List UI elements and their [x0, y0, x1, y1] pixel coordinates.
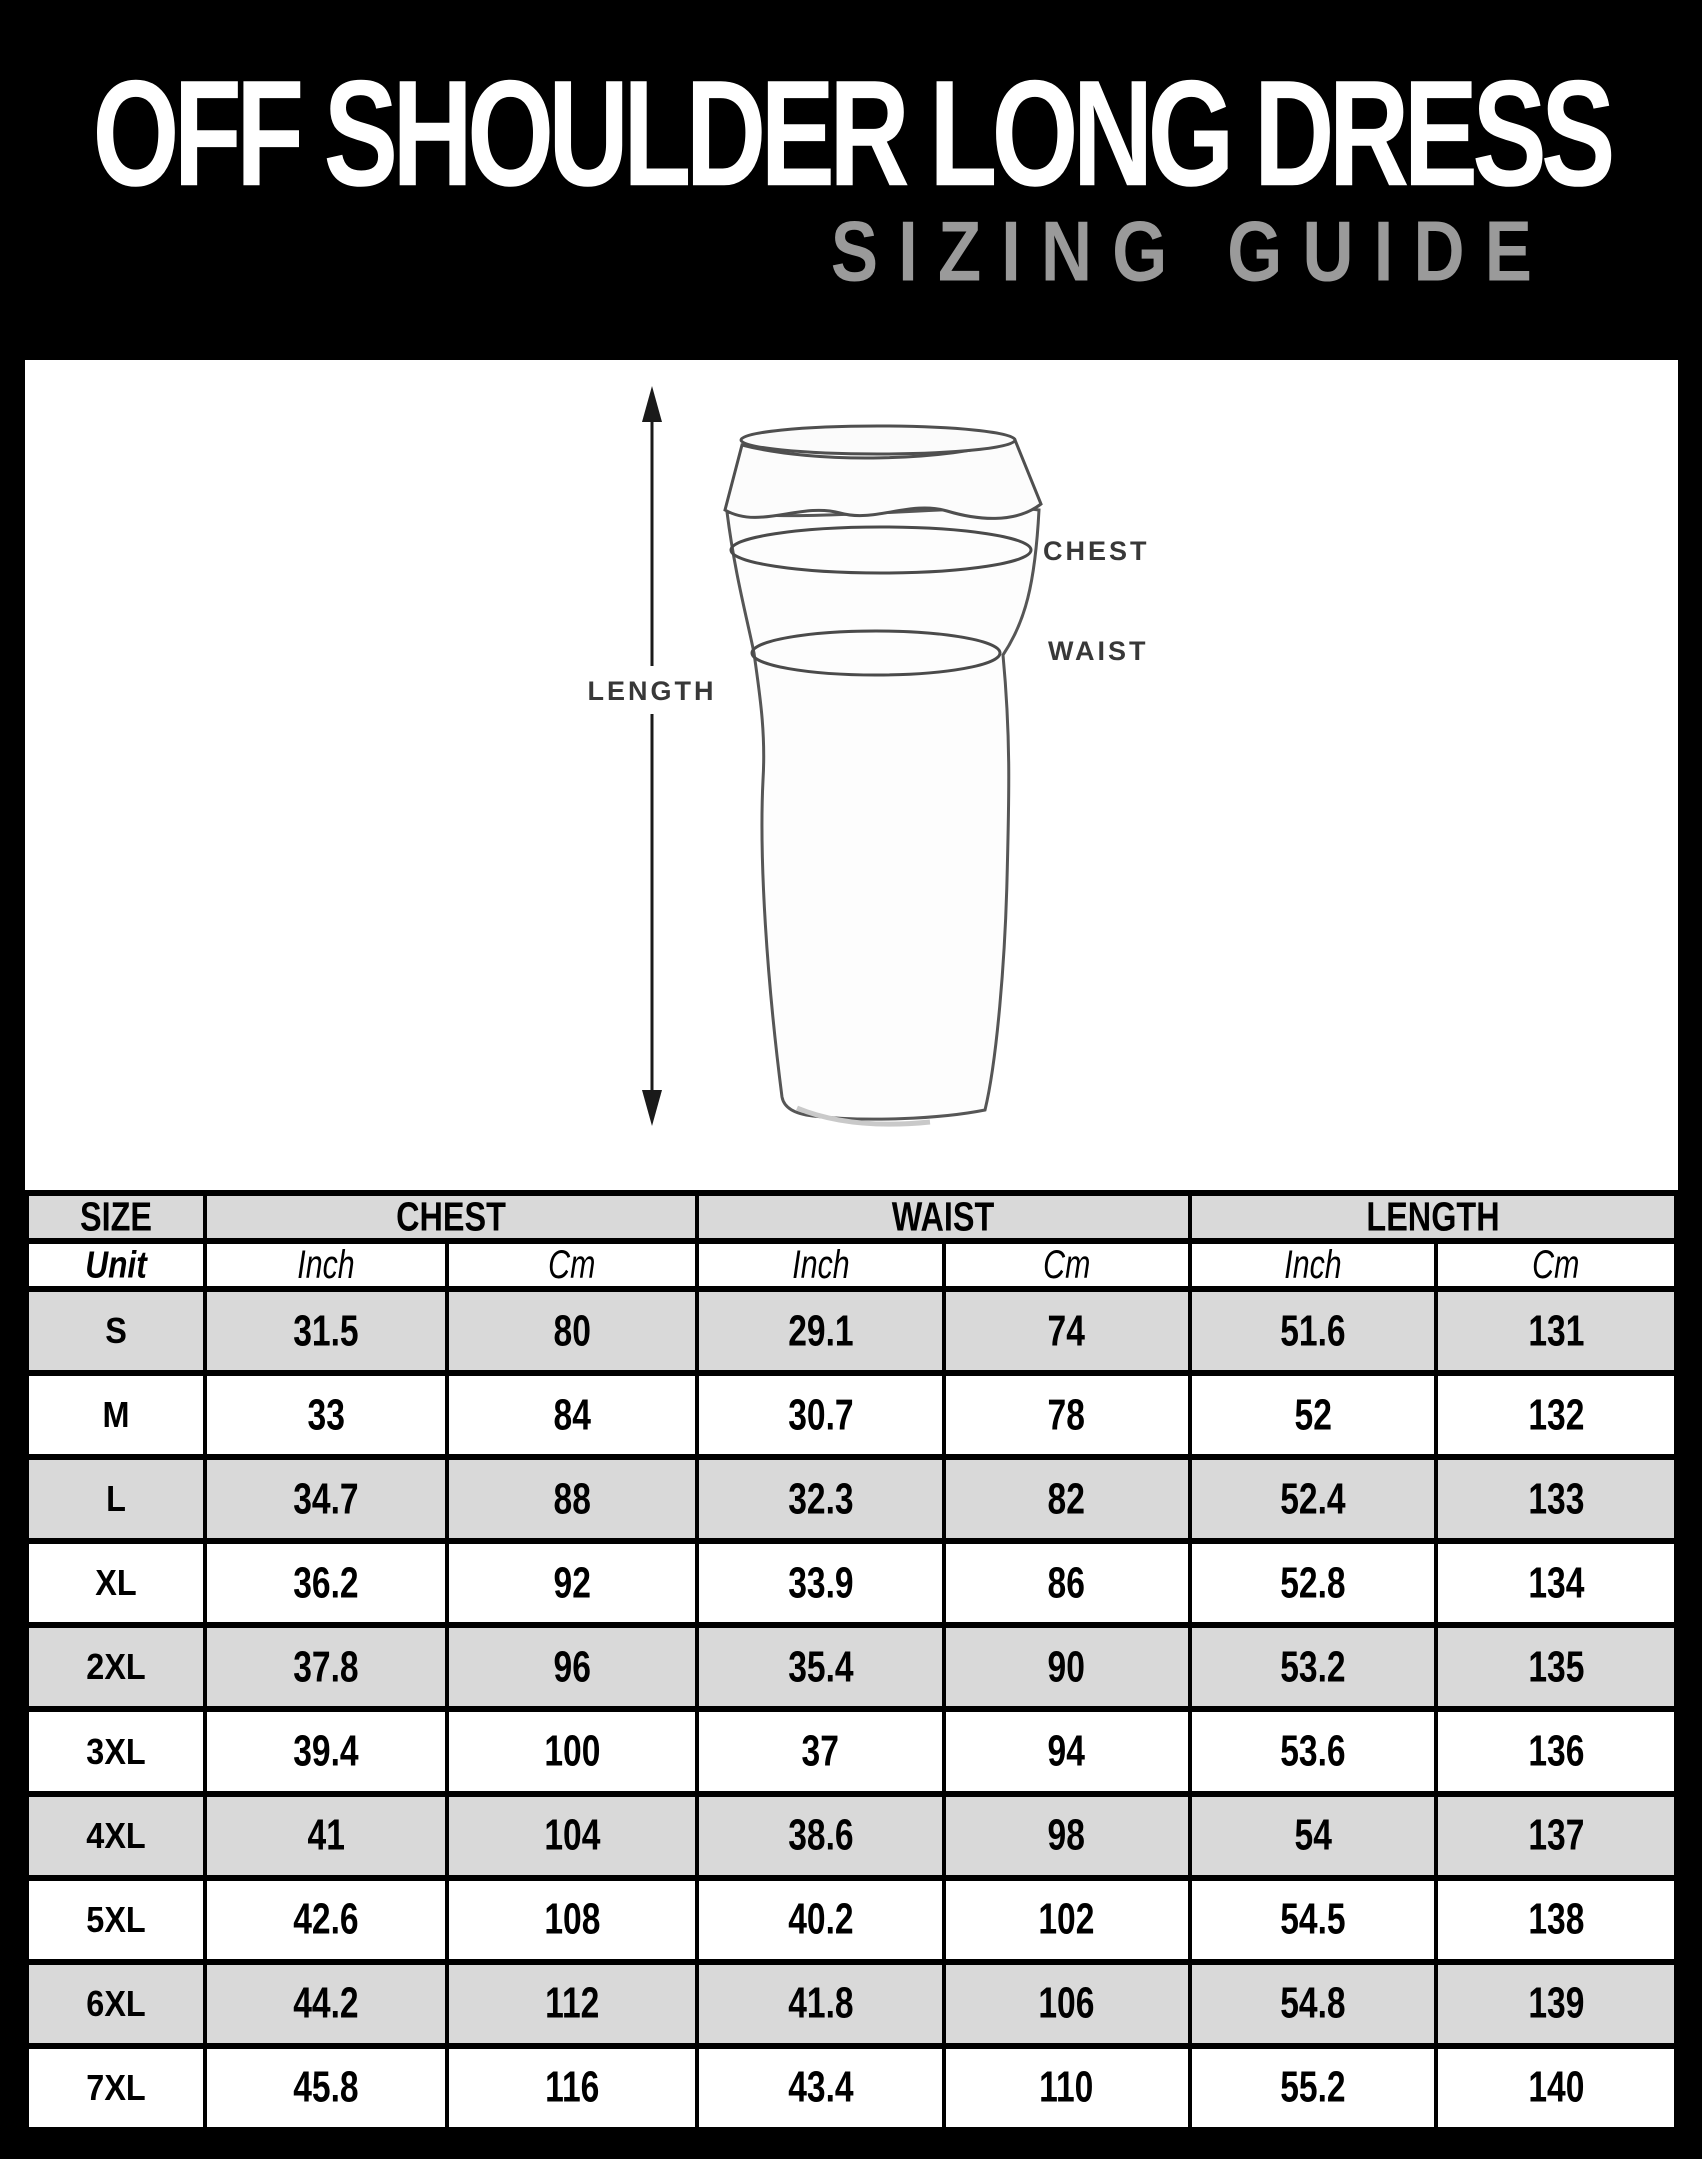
unit-cm-label: Cm — [548, 1242, 596, 1287]
size-cell — [27, 1457, 205, 1541]
waist-cm-value: 106 — [1038, 1979, 1095, 2028]
size-label: 4XL — [86, 1814, 146, 1856]
value-cell — [1190, 1541, 1437, 1625]
chest-cm-value: 80 — [553, 1306, 591, 1355]
waist-inch-value: 32.3 — [787, 1474, 854, 1523]
waist-label: WAIST — [1048, 636, 1149, 666]
unit-cell — [1190, 1241, 1437, 1289]
unit-cm-label: Cm — [1532, 1242, 1580, 1287]
value-cell — [447, 1625, 698, 1709]
value-cell — [1436, 1962, 1676, 2046]
value-cell — [944, 1709, 1190, 1793]
size-label: 5XL — [86, 1898, 146, 1940]
value-cell — [1436, 1289, 1676, 1373]
unit-cell — [27, 1241, 205, 1289]
value-cell — [697, 2046, 944, 2130]
value-cell — [1436, 2046, 1676, 2130]
unit-row — [27, 1241, 1676, 1289]
length-cm-value: 135 — [1527, 1642, 1585, 1692]
length-inch-value: 53.6 — [1280, 1726, 1346, 1776]
length-inch-value: 54 — [1294, 1810, 1332, 1860]
header-chest-label: CHEST — [396, 1193, 507, 1240]
unit-inch-label: Inch — [791, 1242, 850, 1287]
value-cell — [944, 1373, 1190, 1457]
waist-cm-value: 110 — [1039, 2063, 1094, 2112]
value-cell — [447, 1709, 698, 1793]
size-cell — [27, 1541, 205, 1625]
chest-cm-value: 92 — [553, 1558, 591, 1607]
table-row — [27, 1625, 1676, 1709]
size-chart-table — [25, 1190, 1678, 2133]
size-cell — [27, 1794, 205, 1878]
size-cell — [27, 1709, 205, 1793]
chest-cm-value: 104 — [543, 1810, 601, 1860]
table-row — [27, 1878, 1676, 1962]
length-inch-value: 52 — [1294, 1390, 1332, 1439]
length-cm-value: 133 — [1527, 1474, 1585, 1523]
header-waist — [697, 1193, 1189, 1241]
value-cell — [944, 1794, 1190, 1878]
length-label: LENGTH — [587, 676, 717, 706]
size-label: L — [106, 1478, 126, 1520]
unit-cell — [1436, 1241, 1676, 1289]
value-cell — [944, 1541, 1190, 1625]
value-cell — [447, 1878, 698, 1962]
content-panel — [25, 360, 1678, 2133]
chest-inch-value: 42.6 — [293, 1894, 359, 1944]
waist-cm-value: 94 — [1047, 1726, 1086, 1776]
table-row — [27, 1457, 1676, 1541]
length-cm-value: 136 — [1527, 1726, 1585, 1776]
value-cell — [205, 1794, 447, 1878]
table-row — [27, 1289, 1676, 1373]
table-header-row — [27, 1193, 1676, 1241]
value-cell — [697, 1541, 944, 1625]
chest-cm-value: 116 — [544, 2063, 600, 2112]
waist-cm-value: 78 — [1047, 1390, 1086, 1439]
length-cm-value: 131 — [1527, 1306, 1585, 1355]
value-cell — [1190, 1625, 1437, 1709]
chest-label: CHEST — [1043, 536, 1150, 566]
waist-cm-value: 86 — [1047, 1558, 1086, 1607]
value-cell — [1436, 1625, 1676, 1709]
value-cell — [1190, 1962, 1437, 2046]
waist-inch-value: 33.9 — [787, 1558, 854, 1607]
length-inch-value: 53.2 — [1280, 1642, 1346, 1692]
value-cell — [697, 1457, 944, 1541]
chest-cm-value: 88 — [553, 1474, 591, 1523]
value-cell — [697, 1709, 944, 1793]
waist-inch-value: 40.2 — [787, 1894, 854, 1944]
page-title: OFF SHOULDER LONG DRESS — [92, 48, 1610, 218]
value-cell — [1436, 1709, 1676, 1793]
value-cell — [1190, 1457, 1437, 1541]
table-row — [27, 1794, 1676, 1878]
value-cell — [1190, 1373, 1437, 1457]
value-cell — [205, 1878, 447, 1962]
value-cell — [697, 1625, 944, 1709]
chest-inch-value: 45.8 — [293, 2063, 359, 2112]
value-cell — [944, 2046, 1190, 2130]
waist-inch-value: 29.1 — [787, 1306, 854, 1355]
waist-inch-value: 41.8 — [787, 1979, 854, 2028]
waist-inch-value: 43.4 — [787, 2063, 854, 2112]
header-waist-label: WAIST — [892, 1193, 995, 1240]
value-cell — [1190, 1289, 1437, 1373]
chest-cm-value: 84 — [553, 1390, 591, 1439]
chest-inch-value: 41 — [307, 1810, 345, 1860]
value-cell — [447, 1373, 698, 1457]
value-cell — [1436, 1878, 1676, 1962]
value-cell — [1190, 1709, 1437, 1793]
unit-cell — [447, 1241, 698, 1289]
length-inch-value: 54.5 — [1280, 1894, 1346, 1944]
unit-inch-label: Inch — [1284, 1242, 1342, 1287]
size-label: M — [102, 1394, 130, 1436]
length-inch-value: 52.4 — [1280, 1474, 1346, 1523]
page-subtitle: SIZING GUIDE — [830, 205, 1552, 300]
value-cell — [1436, 1373, 1676, 1457]
chest-inch-value: 36.2 — [293, 1558, 359, 1607]
chest-cm-value: 112 — [544, 1979, 600, 2028]
value-cell — [447, 1962, 698, 2046]
value-cell — [944, 1962, 1190, 2046]
length-inch-value: 52.8 — [1280, 1558, 1346, 1607]
value-cell — [944, 1289, 1190, 1373]
waist-inch-value: 30.7 — [787, 1390, 854, 1439]
length-inch-value: 55.2 — [1280, 2063, 1346, 2112]
waist-inch-value: 38.6 — [787, 1810, 854, 1860]
size-cell — [27, 1289, 205, 1373]
value-cell — [205, 1709, 447, 1793]
length-inch-value: 54.8 — [1280, 1979, 1346, 2028]
table-row — [27, 1373, 1676, 1457]
waist-inch-value: 35.4 — [787, 1642, 854, 1692]
value-cell — [697, 1878, 944, 1962]
size-cell — [27, 1373, 205, 1457]
unit-inch-label: Inch — [297, 1242, 355, 1287]
waist-inch-value: 37 — [801, 1726, 840, 1776]
value-cell — [205, 1373, 447, 1457]
value-cell — [447, 1457, 698, 1541]
size-cell — [27, 2046, 205, 2130]
unit-cell — [205, 1241, 447, 1289]
chest-inch-value: 31.5 — [293, 1306, 359, 1355]
unit-cell — [944, 1241, 1190, 1289]
unit-cm-label: Cm — [1043, 1242, 1091, 1287]
length-cm-value: 132 — [1527, 1390, 1585, 1439]
waist-cm-value: 102 — [1038, 1894, 1095, 1944]
size-label: XL — [95, 1562, 137, 1604]
dress-body-outline — [727, 508, 1039, 1119]
value-cell — [944, 1457, 1190, 1541]
size-cell — [27, 1962, 205, 2046]
waist-cm-value: 74 — [1047, 1306, 1086, 1355]
value-cell — [447, 1289, 698, 1373]
dress-diagram — [25, 360, 1678, 1190]
header-size-label: SIZE — [80, 1193, 153, 1240]
length-arrow — [642, 386, 662, 1126]
size-label: S — [105, 1310, 127, 1352]
size-label: 6XL — [86, 1982, 146, 2024]
value-cell — [944, 1625, 1190, 1709]
size-label: 2XL — [86, 1646, 146, 1688]
chest-inch-value: 39.4 — [293, 1726, 359, 1776]
waist-cm-value: 98 — [1047, 1810, 1086, 1860]
value-cell — [205, 1541, 447, 1625]
unit-label: Unit — [85, 1242, 147, 1286]
chest-cm-value: 100 — [543, 1726, 601, 1776]
table-row — [27, 1541, 1676, 1625]
value-cell — [205, 1289, 447, 1373]
table-row — [27, 2046, 1676, 2130]
value-cell — [205, 1457, 447, 1541]
header-size — [27, 1193, 205, 1241]
value-cell — [447, 1794, 698, 1878]
table-row — [27, 1962, 1676, 2046]
value-cell — [697, 1373, 944, 1457]
unit-cell — [697, 1241, 944, 1289]
waist-cm-value: 82 — [1047, 1474, 1086, 1523]
value-cell — [205, 1962, 447, 2046]
chest-inch-value: 37.8 — [293, 1642, 359, 1692]
value-cell — [697, 1794, 944, 1878]
table-row — [27, 1709, 1676, 1793]
value-cell — [1436, 1457, 1676, 1541]
value-cell — [447, 1541, 698, 1625]
value-cell — [1190, 1878, 1437, 1962]
value-cell — [697, 1289, 944, 1373]
value-cell — [205, 1625, 447, 1709]
value-cell — [205, 2046, 447, 2130]
chest-cm-value: 96 — [553, 1642, 591, 1692]
collar-ellipse — [741, 426, 1015, 454]
size-cell — [27, 1625, 205, 1709]
length-cm-value: 140 — [1527, 2063, 1585, 2112]
chest-inch-value: 33 — [307, 1390, 345, 1439]
chest-cm-value: 108 — [543, 1894, 601, 1944]
waist-cm-value: 90 — [1047, 1642, 1086, 1692]
value-cell — [1436, 1541, 1676, 1625]
length-inch-value: 51.6 — [1280, 1306, 1346, 1355]
length-cm-value: 134 — [1527, 1558, 1585, 1607]
value-cell — [1190, 2046, 1437, 2130]
chest-inch-value: 34.7 — [293, 1474, 359, 1523]
size-label: 7XL — [86, 2066, 146, 2108]
value-cell — [1436, 1794, 1676, 1878]
length-cm-value: 139 — [1527, 1979, 1585, 2028]
length-cm-value: 138 — [1527, 1894, 1585, 1944]
header-length-label: LENGTH — [1366, 1193, 1500, 1240]
header-length — [1190, 1193, 1677, 1241]
length-cm-value: 137 — [1527, 1810, 1585, 1860]
value-cell — [697, 1962, 944, 2046]
chest-inch-value: 44.2 — [293, 1979, 359, 2028]
size-label: 3XL — [86, 1730, 146, 1772]
size-cell — [27, 1878, 205, 1962]
value-cell — [1190, 1794, 1437, 1878]
header-chest — [205, 1193, 697, 1241]
value-cell — [944, 1878, 1190, 1962]
value-cell — [447, 2046, 698, 2130]
